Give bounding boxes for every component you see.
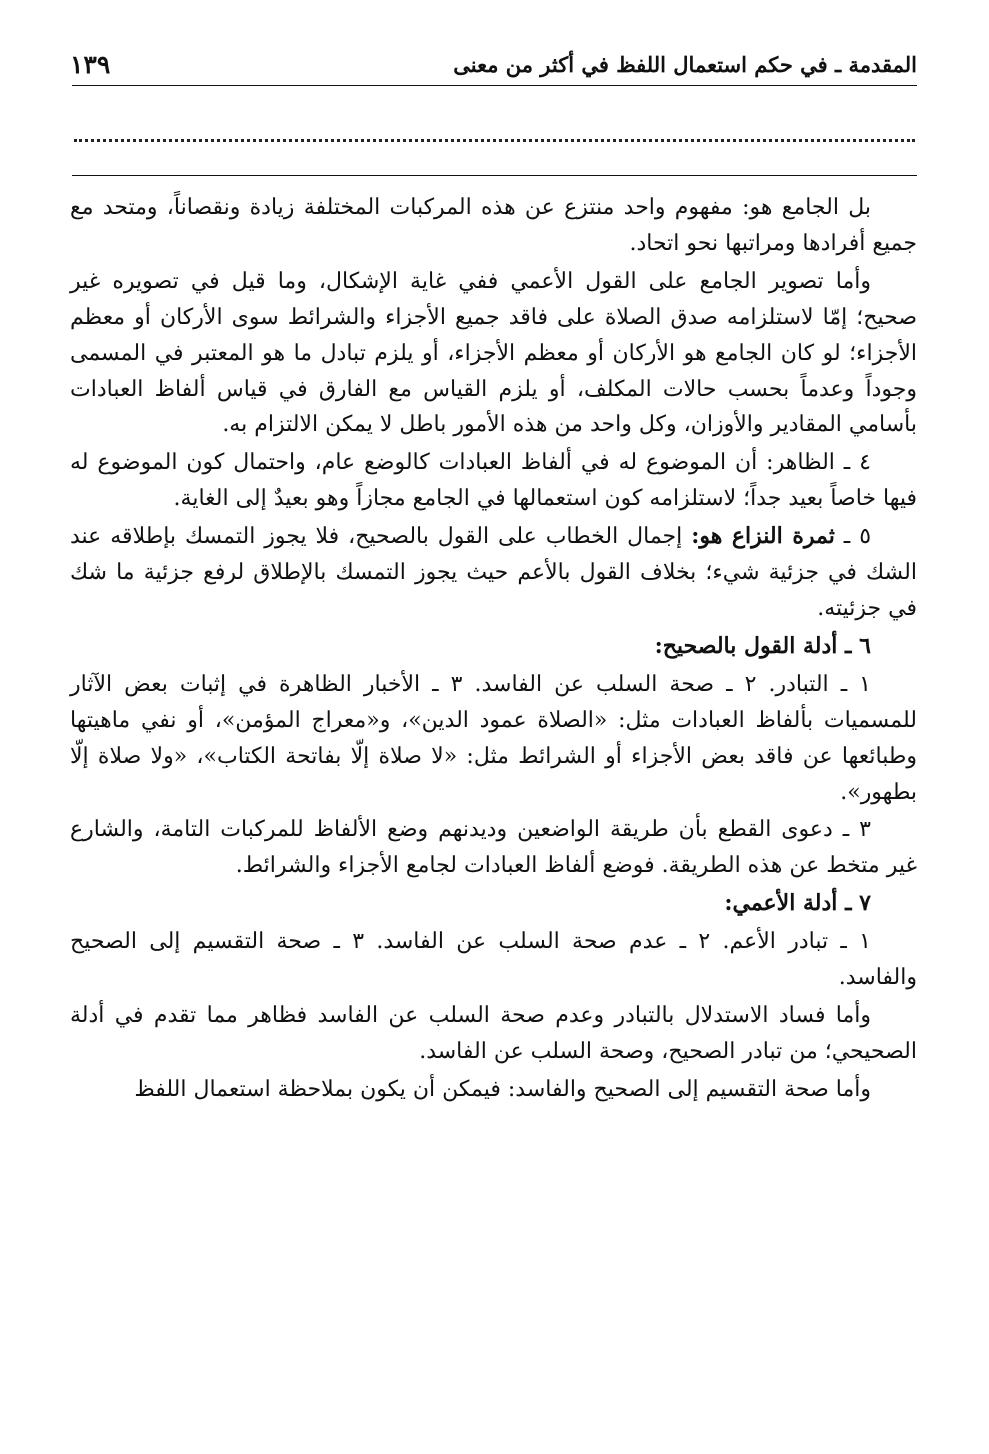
running-header — [70, 44, 917, 84]
para5-bold-term: ثمرة النزاع هو: — [691, 523, 835, 550]
section-heading-aamm-evidence: ٧ ـ أدلة الأعمي: — [724, 890, 871, 917]
paragraph: وأما صحة التقسيم إلى الصحيح والفاسد: فيمكن أن يكون بملاحظة استعمال اللفظ — [134, 1076, 871, 1102]
paragraph: بل الجامع هو: مفهوم واحد منتزع عن هذه المركبات المختلفة زيادة ونقصاناً، ومتحد مع جميع أفرادها ومراتبها نحو اتحاد. — [70, 195, 917, 256]
header-title: المقدمة ـ في حكم استعمال اللفظ في أكثر من معنى — [453, 51, 917, 77]
para5-prefix: ٥ ـ — [834, 524, 872, 550]
page-number: ١٣٩ — [70, 49, 111, 79]
para5-text: إجمال الخطاب على القول بالصحيح، فلا يجوز التمسك بإطلاقه عند الشك في جزئية شيء؛ بخلاف القول بالأعم حيث يجوز التمسك بالإطلاق لرفع جزئية ما شك في جزئيته. — [70, 524, 917, 621]
section-heading-sahih-evidence: ٦ ـ أدلة القول بالصحيح: — [654, 632, 871, 659]
paragraph: ١ ـ تبادر الأعم. ٢ ـ عدم صحة السلب عن الفاسد. ٣ ـ صحة التقسيم إلى الصحيح والفاسد. — [70, 929, 917, 991]
dotted-separator — [74, 115, 915, 142]
paragraph: وأما فساد الاستدلال بالتبادر وعدم صحة السلب عن الفاسد فظاهر مما تقدم في أدلة الصحيحي؛ من تبادر الصحيح، وصحة السلب عن الفاسد. — [70, 1002, 917, 1064]
paragraph: وأما تصوير الجامع على القول الأعمي ففي غاية الإشكال، وما قيل في تصويره غير صحيح؛ إمّا لاستلزامه صدق الصلاة على فاقد جميع الأجزاء والشرائط سوى الأركان أو معظم الأجزاء؛ لو كان الجامع هو الأركان أو معظم الأجزاء، أو يلزم تبادل ما هو المعتبر في المسمى وجوداً وعدماً بحسب حالات المكلف، أو يلزم القياس مع الفارق في قياس ألفاظ العبادات بأسامي المقادير والأوزان، وكل واحد من هذه الأمور باطل لا يمكن الالتزام به. — [70, 268, 917, 438]
content-top-rule — [72, 175, 917, 176]
paragraph: ٣ ـ دعوى القطع بأن طريقة الواضعين وديدنهم وضع الألفاظ للمركبات التامة، والشارع غير متخط عن هذه الطريقة. فوضع ألفاظ العبادات لجامع الأجزاء والشرائط. — [70, 817, 917, 879]
paragraph-fruit-of-dispute — [70, 519, 917, 627]
header-rule — [72, 85, 917, 86]
body-text — [70, 190, 917, 1110]
paragraph: ١ ـ التبادر. ٢ ـ صحة السلب عن الفاسد. ٣ ـ الأخبار الظاهرة في إثبات بعض الآثار للمسميات بألفاظ العبادات مثل: «الصلاة عمود الدين»، و«معراج المؤمن»، أو نفي ماهيتها وطبائعها عن فاقد بعض الأجزاء أو الشرائط مثل: «لا صلاة إلّا بفاتحة الكتاب»، «ولا صلاة إلّا بطهور». — [70, 671, 917, 805]
paragraph: ٤ ـ الظاهر: أن الموضوع له في ألفاظ العبادات كالوضع عام، واحتمال كون الموضوع له فيها خاصاً بعيد جداً؛ لاستلزامه كون استعمالها في الجامع مجازاً وهو بعيدٌ إلى الغاية. — [70, 450, 917, 512]
